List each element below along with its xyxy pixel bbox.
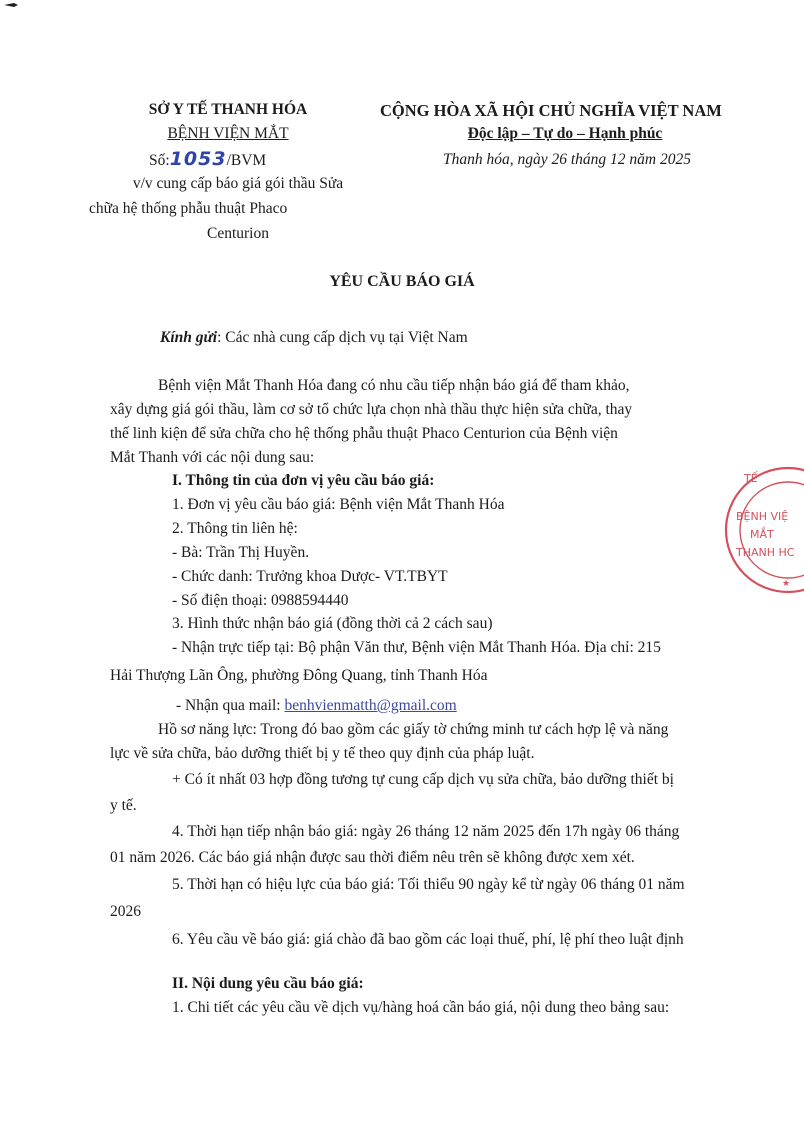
section1-line: Hải Thượng Lãn Ông, phường Đông Quang, tỉnh Thanh Hóa [110, 667, 488, 684]
mail-label: - Nhận qua mail: [176, 697, 285, 714]
capacity-line: y tế. [110, 797, 137, 814]
subject-line: chữa hệ thống phẫu thuật Phaco [89, 200, 288, 217]
hospital-name: BỆNH VIỆN MẮT [167, 125, 289, 142]
stamp-top-text: TẾ [744, 472, 758, 485]
subject-line: v/v cung cấp báo giá gói thầu Sửa [132, 175, 344, 192]
red-stamp-icon [716, 462, 804, 612]
intro-line: xây dựng giá gói thầu, làm cơ sở tổ chức lựa chọn nhà thầu thực hiện sửa chữa, thay [110, 401, 633, 418]
section1-line: - Số điện thoại: 0988594440 [172, 592, 349, 609]
capacity-line: + Có ít nhất 03 hợp đồng tương tự cung cấp dịch vụ sửa chữa, bảo dưỡng thiết bị [172, 771, 674, 788]
stamp-line2: MẮT [750, 528, 774, 541]
item5-line: 2026 [110, 903, 141, 920]
item4-line: 01 năm 2026. Các báo giá nhận được sau thời điểm nêu trên sẽ không được xem xét. [110, 849, 635, 866]
greeting-text: : Các nhà cung cấp dịch vụ tại Việt Nam [217, 329, 468, 346]
stamp-star-icon: ★ [782, 579, 791, 589]
section2-line: 1. Chi tiết các yêu cầu về dịch vụ/hàng hoá cần báo giá, nội dung theo bảng sau: [172, 999, 670, 1016]
item4-line: 4. Thời hạn tiếp nhận báo giá: ngày 26 tháng 12 năm 2025 đến 17h ngày 06 tháng [172, 823, 680, 840]
mail-line [176, 697, 457, 715]
intro-line: Bệnh viện Mắt Thanh Hóa đang có nhu cầu tiếp nhận báo giá để tham khảo, [158, 377, 630, 394]
item5-line: 5. Thời hạn có hiệu lực của báo giá: Tối thiểu 90 ngày kể từ ngày 06 tháng 01 năm [172, 876, 685, 893]
document-number [149, 148, 266, 170]
document-title: YÊU CẦU BÁO GIÁ [329, 273, 475, 290]
handwritten-number: 1053 [169, 148, 227, 170]
section1-line: 2. Thông tin liên hệ: [172, 520, 298, 537]
section1-line: - Bà: Trần Thị Huyền. [172, 544, 310, 561]
section1-line: - Chức danh: Trưởng khoa Dược- VT.TBYT [172, 568, 448, 585]
greeting [160, 329, 468, 347]
mail-link[interactable]: benhvienmatth@gmail.com [284, 697, 457, 714]
motto: Độc lập – Tự do – Hạnh phúc [467, 125, 663, 142]
section1-line: 1. Đơn vị yêu cầu báo giá: Bệnh viện Mắt Thanh Hóa [172, 496, 505, 513]
stamp-line1: BỆNH VIỆ [736, 510, 789, 523]
intro-line: Mắt Thanh với các nội dung sau: [110, 449, 315, 466]
so-label: Số: [149, 152, 170, 169]
capacity-line: lực về sửa chữa, bảo dưỡng thiết bị y tế theo quy định của pháp luật. [110, 745, 535, 762]
dept-name: SỞ Y TẾ THANH HÓA [148, 101, 308, 118]
scan-mark-icon [4, 2, 18, 8]
country-name: CỘNG HÒA XÃ HỘI CHỦ NGHĨA VIỆT NAM [380, 101, 722, 120]
capacity-line: Hồ sơ năng lực: Trong đó bao gồm các giấy tờ chứng minh tư cách hợp lệ và năng [158, 721, 669, 738]
section1-line: 3. Hình thức nhận báo giá (đồng thời cả 2 cách sau) [172, 615, 493, 632]
section1-heading: I. Thông tin của đơn vị yêu cầu báo giá: [172, 472, 435, 489]
stamp-line3: THANH HC [736, 546, 795, 559]
item6-line: 6. Yêu cầu về báo giá: giá chào đã bao gồm các loại thuế, phí, lệ phí theo luật định [172, 931, 684, 948]
subject-line: Centurion [207, 225, 269, 242]
intro-line: thế linh kiện để sửa chữa cho hệ thống phẫu thuật Phaco Centurion của Bệnh viện [110, 425, 618, 442]
section1-line: - Nhận trực tiếp tại: Bộ phận Văn thư, Bệnh viện Mắt Thanh Hóa. Địa chỉ: 215 [172, 639, 661, 656]
greeting-label: Kính gửi [160, 329, 218, 346]
section2-heading: II. Nội dung yêu cầu báo giá: [172, 975, 364, 992]
issue-date: Thanh hóa, ngày 26 tháng 12 năm 2025 [443, 151, 691, 168]
so-suffix: /BVM [226, 152, 267, 169]
